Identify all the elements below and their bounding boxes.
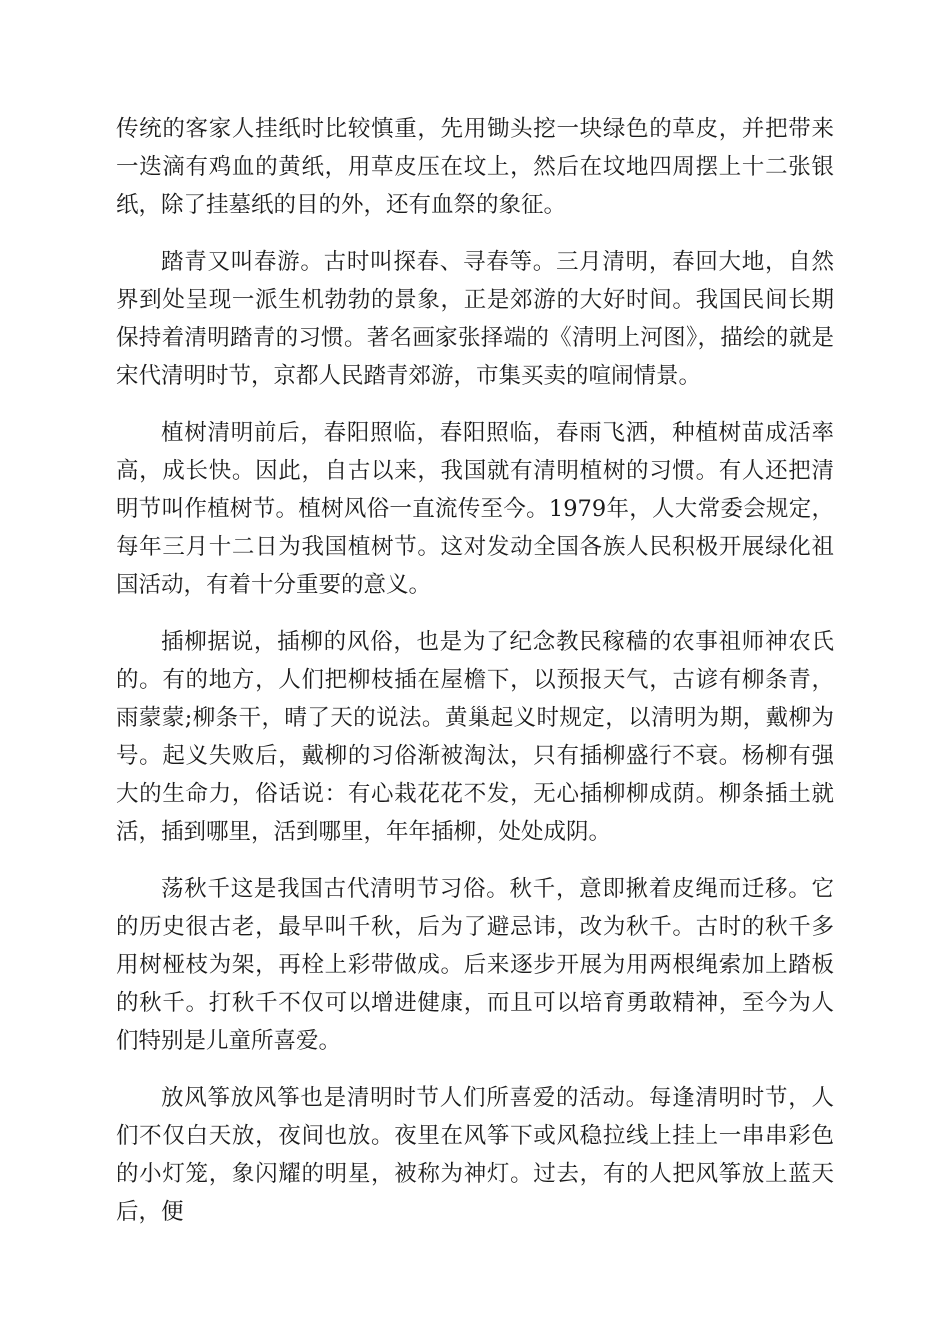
paragraph-kite-flying: 放风筝放风筝也是清明时节人们所喜爱的活动。每逢清明时节，人们不仅白天放，夜间也放。夜里在风筝下或风稳拉线上挂上一串串彩色的小灯笼，象闪耀的明星，被称为神灯。过去，有的人把风筝放上蓝天后，便 [116,1085,834,1225]
paragraph-spring-outing: 踏青又叫春游。古时叫探春、寻春等。三月清明，春回大地，自然界到处呈现一派生机勃勃的景象，正是郊游的大好时间。我国民间长期保持着清明踏青的习惯。著名画家张择端的《清明上河图》，描绘的就是宋代清明时节，京都人民踏青郊游，市集买卖的喧闹情景。 [116,249,834,389]
paragraph-hakka-grave-paper: 传统的客家人挂纸时比较慎重，先用锄头挖一块绿色的草皮，并把带来一迭滴有鸡血的黄纸，用草皮压在坟上，然后在坟地四周摆上十二张银纸，除了挂墓纸的目的外，还有血祭的象征。 [116,116,834,218]
paragraph-willow-planting: 插柳据说，插柳的风俗，也是为了纪念教民稼穑的农事祖师神农氏的。有的地方，人们把柳枝插在屋檐下，以预报天气，古谚有柳条青，雨蒙蒙;柳条干，晴了天的说法。黄巢起义时规定，以清明为期，戴柳为号。起义失败后，戴柳的习俗渐被淘汰，只有插柳盛行不衰。杨柳有强大的生命力，俗话说：有心栽花花不发，无心插柳柳成荫。柳条插土就活，插到哪里，活到哪里，年年插柳，处处成阴。 [116,629,834,845]
paragraph-swing: 荡秋千这是我国古代清明节习俗。秋千，意即揪着皮绳而迁移。它的历史很古老，最早叫千秋，后为了避忌讳，改为秋千。古时的秋千多用树桠枝为架，再栓上彩带做成。后来逐步开展为用两根绳索加上踏板的秋千。打秋千不仅可以增进健康，而且可以培育勇敢精神，至今为人们特别是儿童所喜爱。 [116,876,834,1054]
paragraph-tree-planting: 植树清明前后，春阳照临，春阳照临，春雨飞洒，种植树苗成活率高，成长快。因此，自古以来，我国就有清明植树的习惯。有人还把清明节叫作植树节。植树风俗一直流传至今。1979年，人大常委会规定，每年三月十二日为我国植树节。这对发动全国各族人民积极开展绿化祖国活动，有着十分重要的意义。 [116,420,834,598]
document-body [116,110,834,1250]
